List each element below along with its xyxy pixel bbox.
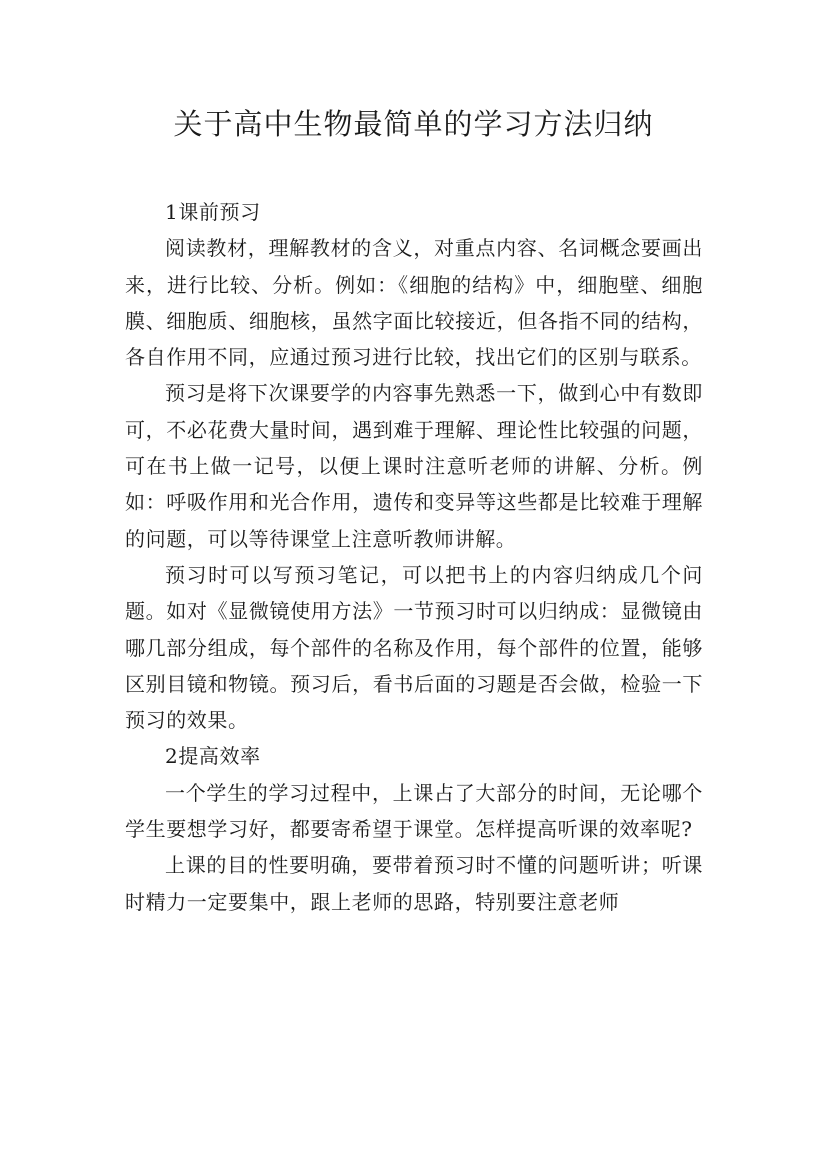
paragraph: 预习时可以写预习笔记，可以把书上的内容归纳成几个问题。如对《显微镜使用方法》一节预习时可以归纳成：显微镜由哪几部分组成，每个部件的名称及作用，每个部件的位置，能够区别目镜和物镜。预习后，看书后面的习题是否会做，检验一下预习的效果。 <box>125 562 703 733</box>
paragraph: 上课的目的性要明确，要带着预习时不懂的问题听讲；听课时精力一定要集中，跟上老师的思路，特别要注意老师 <box>125 853 703 914</box>
document-body <box>125 194 703 920</box>
section-heading-efficiency: 2提高效率 <box>165 744 261 769</box>
section-heading-preview: 1课前预习 <box>165 200 261 224</box>
paragraph: 一个学生的学习过程中，上课占了大部分的时间，无论哪个学生要想学习好，都要寄希望于课堂。怎样提高听课的效率呢? <box>125 780 703 842</box>
paragraph: 预习是将下次课要学的内容事先熟悉一下，做到心中有数即可，不必花费大量时间，遇到难于理解、理论性比较强的问题，可在书上做一记号，以便上课时注意听老师的讲解、分析。例如：呼吸作用和光合作用，遗传和变异等这些都是比较难于理解的问题，可以等待课堂上注意听教师讲解。 <box>125 381 703 551</box>
paragraph: 阅读教材，理解教材的含义，对重点内容、名词概念要画出来，进行比较、分析。例如：《细胞的结构》中，细胞壁、细胞膜、细胞质、细胞核，虽然字面比较接近，但各指不同的结构，各自作用不同，应通过预习进行比较，找出它们的区别与联系。 <box>125 236 703 370</box>
document-title: 关于高中生物最简单的学习方法归纳 <box>173 107 654 141</box>
